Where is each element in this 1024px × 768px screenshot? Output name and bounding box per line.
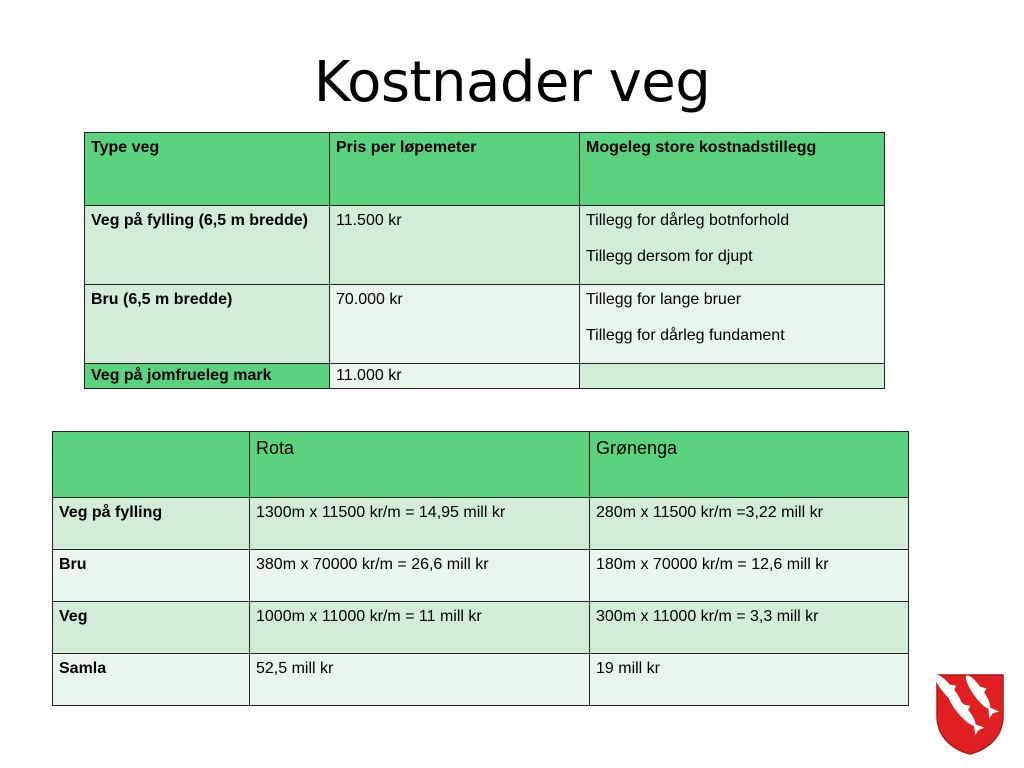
column-header-empty <box>53 432 250 498</box>
row-type-cell: Bru (6,5 m bredde) <box>85 285 330 364</box>
gronenga-cell: 19 mill kr <box>590 654 909 706</box>
row-price-cell: 11.500 kr <box>330 206 580 285</box>
extra-item: Tillegg for dårleg fundament <box>586 327 785 344</box>
row-type-cell: Veg på jomfrueleg mark <box>85 364 330 389</box>
table-row <box>53 550 909 602</box>
row-type-cell: Veg på fylling (6,5 m bredde) <box>85 206 330 285</box>
table-header-row <box>53 432 909 498</box>
gronenga-cell: 300m x 11000 kr/m = 3,3 mill kr <box>590 602 909 654</box>
rota-cell: 380m x 70000 kr/m = 26,6 mill kr <box>250 550 590 602</box>
extra-item: Tillegg dersom for djupt <box>586 248 753 265</box>
row-label-cell: Samla <box>53 654 250 706</box>
column-header-rota: Rota <box>250 432 590 498</box>
table-row <box>85 285 885 364</box>
row-price-cell: 70.000 kr <box>330 285 580 364</box>
table-row <box>85 206 885 285</box>
column-header-extras: Mogeleg store kostnadstillegg <box>580 133 885 206</box>
extra-item: Tillegg for dårleg botnforhold <box>586 212 790 229</box>
route-comparison-table <box>52 431 909 706</box>
row-label-cell: Veg <box>53 602 250 654</box>
column-header-type: Type veg <box>85 133 330 206</box>
row-extras-cell <box>580 206 885 285</box>
gronenga-cell: 180m x 70000 kr/m = 12,6 mill kr <box>590 550 909 602</box>
row-price-cell: 11.000 kr <box>330 364 580 389</box>
row-extras-cell <box>580 364 885 389</box>
table-row <box>53 498 909 550</box>
row-label-cell: Bru <box>53 550 250 602</box>
gronenga-cell: 280m x 11500 kr/m =3,22 mill kr <box>590 498 909 550</box>
road-cost-table <box>84 132 885 389</box>
column-header-price: Pris per løpemeter <box>330 133 580 206</box>
coat-of-arms-fish-icon <box>934 672 1006 756</box>
row-extras-cell <box>580 285 885 364</box>
rota-cell: 52,5 mill kr <box>250 654 590 706</box>
table-row <box>53 654 909 706</box>
column-header-gronenga: Grønenga <box>590 432 909 498</box>
rota-cell: 1000m x 11000 kr/m = 11 mill kr <box>250 602 590 654</box>
table-row <box>53 602 909 654</box>
table-header-row <box>85 133 885 206</box>
extra-item: Tillegg for lange bruer <box>586 291 742 308</box>
rota-cell: 1300m x 11500 kr/m = 14,95 mill kr <box>250 498 590 550</box>
table-row <box>85 364 885 389</box>
row-label-cell: Veg på fylling <box>53 498 250 550</box>
page-title: Kostnader veg <box>313 50 711 115</box>
